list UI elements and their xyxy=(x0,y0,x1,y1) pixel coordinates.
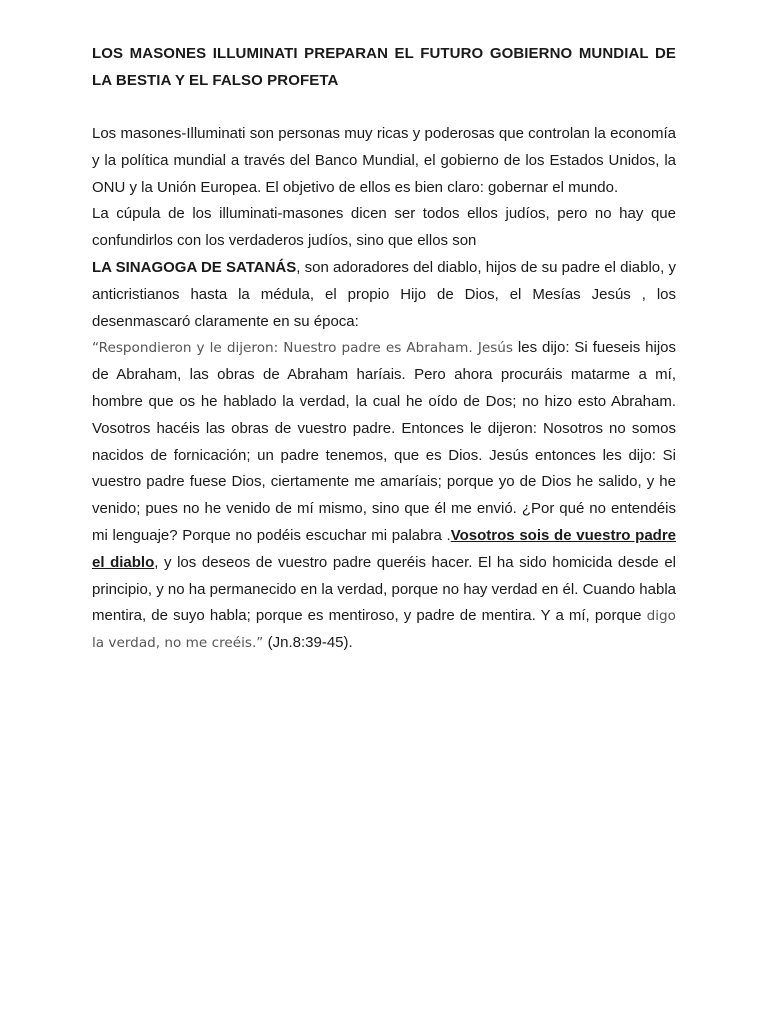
sinagoga-heading: LA SINAGOGA DE SATANÁS xyxy=(92,258,297,276)
quote-continuation: , y los deseos de vuestro padre queréis hacer. El ha sido homicida desde el principio, y no ha permanecido en la verdad, porque no hay verdad en él. Cuando habla mentira, de suyo habla; porque es mentiroso, y padre de mentira. Y a mí, porque xyxy=(92,553,677,625)
quote-emphasis: Vosotros sois de vuestro padre el diablo xyxy=(92,526,676,571)
quote-citation: (Jn.8:39-45). xyxy=(267,634,353,652)
document-body xyxy=(92,40,676,657)
sinagoga-text: , son adoradores del diablo, hijos de su padre el diablo, y anticristianos hasta la médula, el propio Hijo de Dios, el Mesías Jesús , los desenmascaró claramente en su época: xyxy=(92,258,677,330)
quote-body: les dijo: Si fueseis hijos de Abraham, las obras de Abraham haríais. Pero ahora procuráis matarme a mí, hombre que os he hablado la verdad, la cual he oído de Dos; no hizo esto Abraham. Vosotros hacéis las obras de vuestro padre. Entonces le dijeron: Nosotros no somos nacidos de fornicación; un padre tenemos, que es Dios. Jesús entonces les dijo: Si vuestro padre fuese Dios, ciertamente me amaríais; porque yo de Dios he salido, y he venido; pues no he venido de mí mismo, sino que él me envió. ¿Por qué no entendéis mi lenguaje? Porque no podéis escuchar mi palabra . xyxy=(92,339,676,544)
quote-opening: “Respondieron y le dijeron: Nuestro padre es Abraham. Jesús xyxy=(92,340,513,357)
document-title: LOS MASONES ILLUMINATI PREPARAN EL FUTURO GOBIERNO MUNDIAL DE LA BESTIA Y EL FALSO PROFETA xyxy=(92,45,676,89)
paragraph-cupula: La cúpula de los illuminati-masones dicen ser todos ellos judíos, pero no hay que confundirlos con los verdaderos judíos, sino que ellos son xyxy=(92,205,676,250)
quote-closing: digo la verdad, no me creéis.” xyxy=(92,608,676,652)
paragraph-quote xyxy=(92,335,676,657)
paragraph-intro: Los masones-Illuminati son personas muy ricas y poderosas que controlan la economía y la política mundial a través del Banco Mundial, el gobierno de los Estados Unidos, la ONU y la Unión Europea. El objetivo de ellos es bien claro: gobernar el mundo. xyxy=(92,125,676,196)
paragraph-sinagoga xyxy=(92,255,676,335)
